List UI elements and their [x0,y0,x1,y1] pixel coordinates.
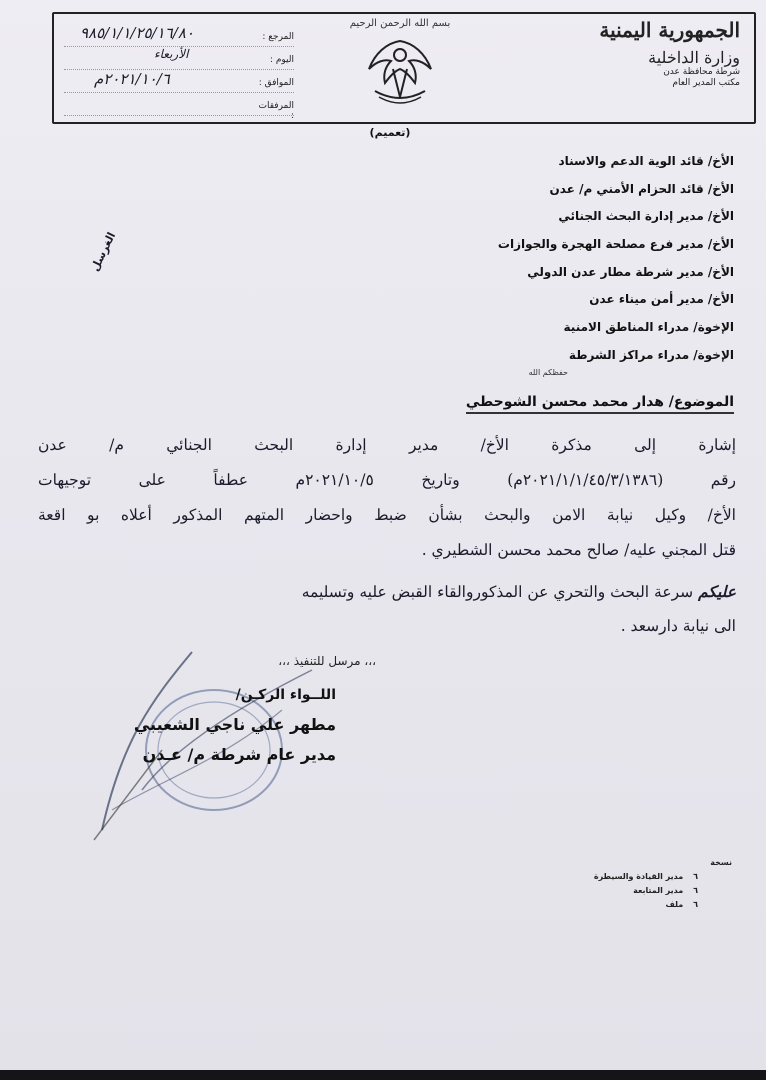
addressee-line: الإخوة/ مدراء مراكز الشرطة [568,347,734,362]
addressee-line: الأخ/ قائد الحزام الأمني م/ عدن [549,181,734,196]
addressee-line: الأخ/ مدير شرطة مطار عدن الدولي [527,264,734,279]
instruction-line [38,575,736,609]
office-line: مكتب المدير العام [672,78,740,88]
body-line: إشارة إلى مذكرة الأخ/ مدير إدارة البحث الجنائي م/ عدن [38,436,736,454]
letterhead-center [330,18,470,111]
body-line: قتل المجني عليه/ صالح محمد محسن الشطيري . [421,541,736,559]
instruction-text: سرعة البحث والتحري عن المذكوروالقاء القبض عليه وتسليمه [301,583,694,601]
signatory-position: مدير عام شرطة م/ عـدن [142,745,336,764]
ref-value: ٩٨٥/١/١/٢٥/١٦/٨٠ [80,24,194,42]
bismillah: بسم الله الرحمن الرحيم [349,18,451,29]
ministry-name: وزارة الداخلية [648,48,740,67]
addressee-line: الأخ/ مدير فرع مصلحة الهجرة والجوازات [497,237,734,252]
ref-row [64,26,294,47]
signature-block [134,680,336,770]
copy-item [594,884,698,898]
copy-label: ملف [665,900,684,909]
body-line: الأخ/ وكيل نيابة الامن والبحث بشأن ضبط واحضار المتهم المذكور أعلاه بو اقعة [38,506,736,524]
day-value: الأربعاء [154,47,189,61]
send-for-execution: ،،، مرسل للتنفيذ ،،، [278,654,376,668]
signatory-name: مطهر علي ناجي الشعيبي [133,715,336,734]
instruction-keyword: عليكم [698,582,736,601]
department-line: شرطة محافظة عدن [663,67,740,77]
date-label: الموافق : [258,78,294,88]
copy-item [594,870,698,884]
eagle-emblem-icon [355,35,445,107]
copy-number: ٦ [693,872,698,881]
letterhead-right [599,18,740,89]
addressee-line: الإخوة/ مدراء المناطق الامنية [563,320,734,335]
instruction-paragraph [38,575,736,643]
instruction-line-2: الى نيابة دارسعد . [620,617,736,635]
copy-label: مدير المتابعة [633,886,684,895]
body-line: رقم (٢٠٢١/١/١/٤٥/٣/١٣٨٦م) وتاريخ ٢٠٢١/١٠/٥م عطفاً على توجيهات [38,471,736,489]
addressee-line: الأخ/ مدير أمن ميناء عدن [589,292,734,307]
attachments-label: المرفقات : [258,101,294,121]
copies-title: نسخة [710,858,732,867]
addressee-list [498,148,734,370]
copy-number: ٦ [693,886,698,895]
addressee-line: الأخ/ مدير إدارة البحث الجنائي [558,209,734,224]
side-stamp [62,230,124,316]
attachments-row [64,95,294,121]
body-paragraph [38,428,736,568]
greeting: حفظكم الله [528,368,568,377]
circular-heading: (تعميم) [369,126,411,139]
republic-name: الجمهورية اليمنية [599,18,740,42]
addressee-line: الأخ/ قائد الوية الدعم والاسناد [558,154,734,168]
day-row [64,49,294,70]
copy-number: ٦ [693,900,698,909]
ref-label: المرجع : [262,32,294,42]
copy-label: مدير القيادة والسيطرة [593,872,684,881]
copies-list [594,858,732,912]
signatory-rank: اللــواء الركـن/ [235,687,336,703]
day-label: اليوم : [269,55,294,65]
reference-block [64,24,294,121]
date-row [64,72,294,93]
date-value: ٢٠٢١/١٠/٦م [94,70,170,88]
side-stamp-text: الغرسل [88,230,119,274]
subject-line: الموضوع/ هدار محمد محسن الشوحطي [466,394,734,414]
copy-item [594,898,698,912]
page-bottom-edge [0,1070,766,1080]
